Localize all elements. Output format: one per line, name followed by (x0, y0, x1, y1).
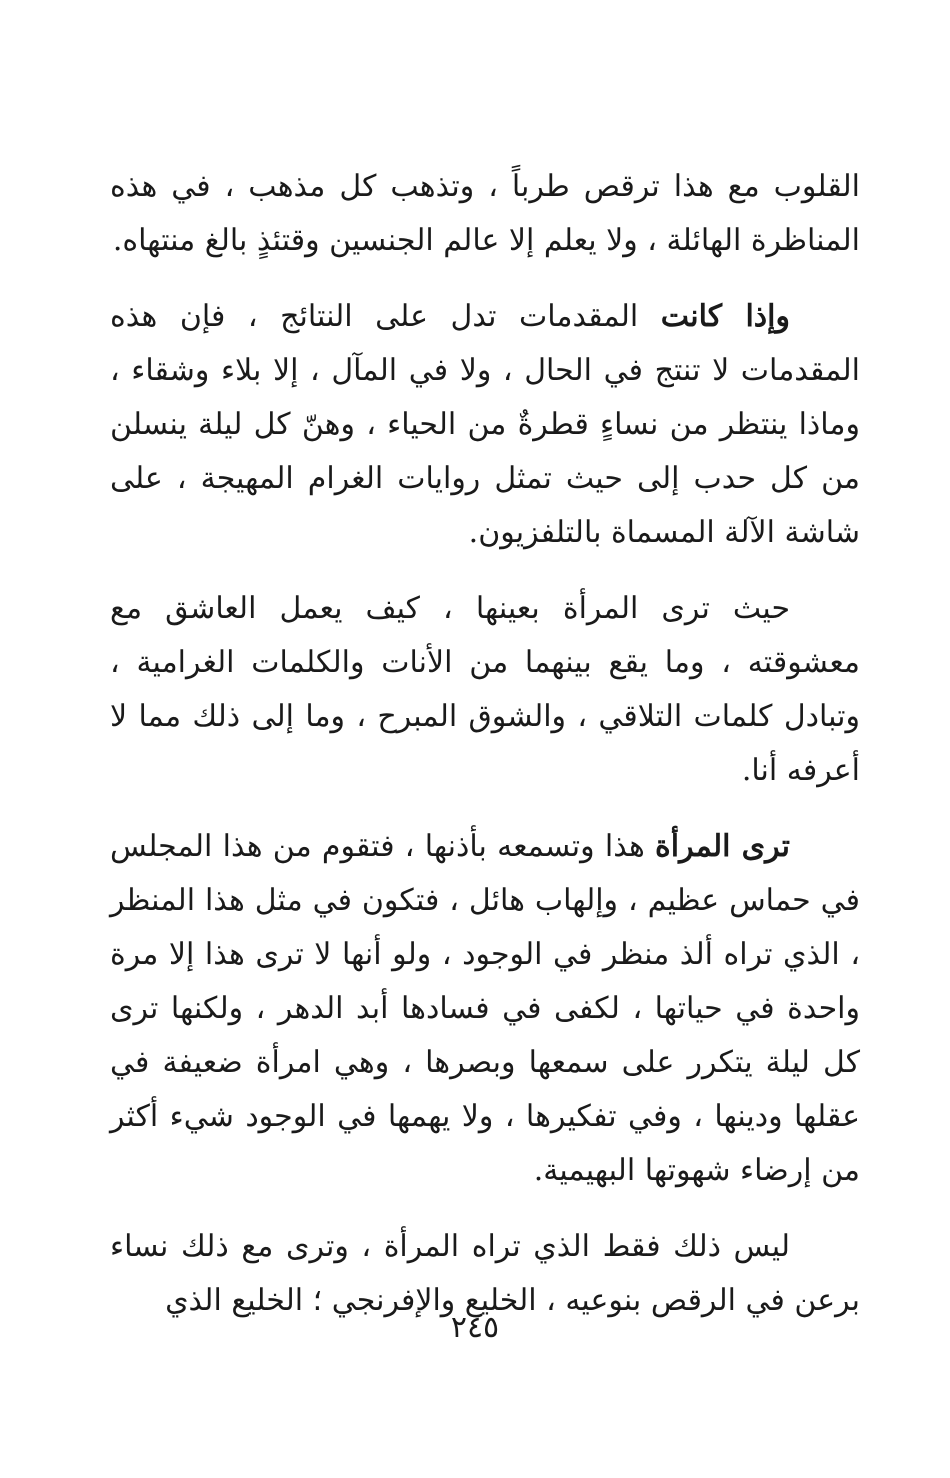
page-number: ٢٤٥ (450, 1310, 500, 1345)
paragraph-text: القلوب مع هذا ترقص طرباً ، وتذهب كل مذهب ، في هذه المناظرة الهائلة ، ولا يعلم إلا عالم الجنسين وقتئذٍ بالغ منتهاه. (110, 169, 860, 258)
paragraph-lead: ترى المرأة (655, 829, 790, 864)
paragraph-lead: وإذا كانت (660, 299, 790, 334)
paragraph-2 (110, 290, 860, 560)
paragraph-3 (110, 582, 860, 798)
paragraph-4 (110, 820, 860, 1198)
body-text (110, 160, 860, 1350)
paragraph-1 (110, 160, 860, 268)
paragraph-text: ليس ذلك فقط الذي تراه المرأة ، وترى مع ذلك نساء برعن في الرقص بنوعيه ، الخليع والإفرنجي ؛ الخليع الذي (110, 1229, 860, 1318)
paragraph-text: المقدمات تدل على النتائج ، فإن هذه المقدمات لا تنتج في الحال ، ولا في المآل ، إلا بلاء وشقاء ، وماذا ينتظر من نساءٍ قطرةٌ من الحياء ، وهنّ كل ليلة ينسلن من كل حدب إلى حيث تمثل روايات الغرام المهيجة ، على شاشة الآلة المسماة بالتلفزيون. (110, 299, 860, 550)
paragraph-text: حيث ترى المرأة بعينها ، كيف يعمل العاشق مع معشوقته ، وما يقع بينهما من الأنات والكلمات الغرامية ، وتبادل كلمات التلاقي ، والشوق المبرح ، وما إلى ذلك مما لا أعرفه أنا. (110, 591, 860, 788)
paragraph-text: هذا وتسمعه بأذنها ، فتقوم من هذا المجلس في حماس عظيم ، وإلهاب هائل ، فتكون في مثل هذا المنظر ، الذي تراه ألذ منظر في الوجود ، ولو أنها لا ترى هذا إلا مرة واحدة في حياتها ، لكفى في فسادها أبد الدهر ، ولكنها ترى كل ليلة يتكرر على سمعها وبصرها ، وهي امرأة ضعيفة في عقلها ودينها ، وفي تفكيرها ، ولا يهمها في الوجود شيء أكثر من إرضاء شهوتها البهيمية. (110, 829, 860, 1188)
